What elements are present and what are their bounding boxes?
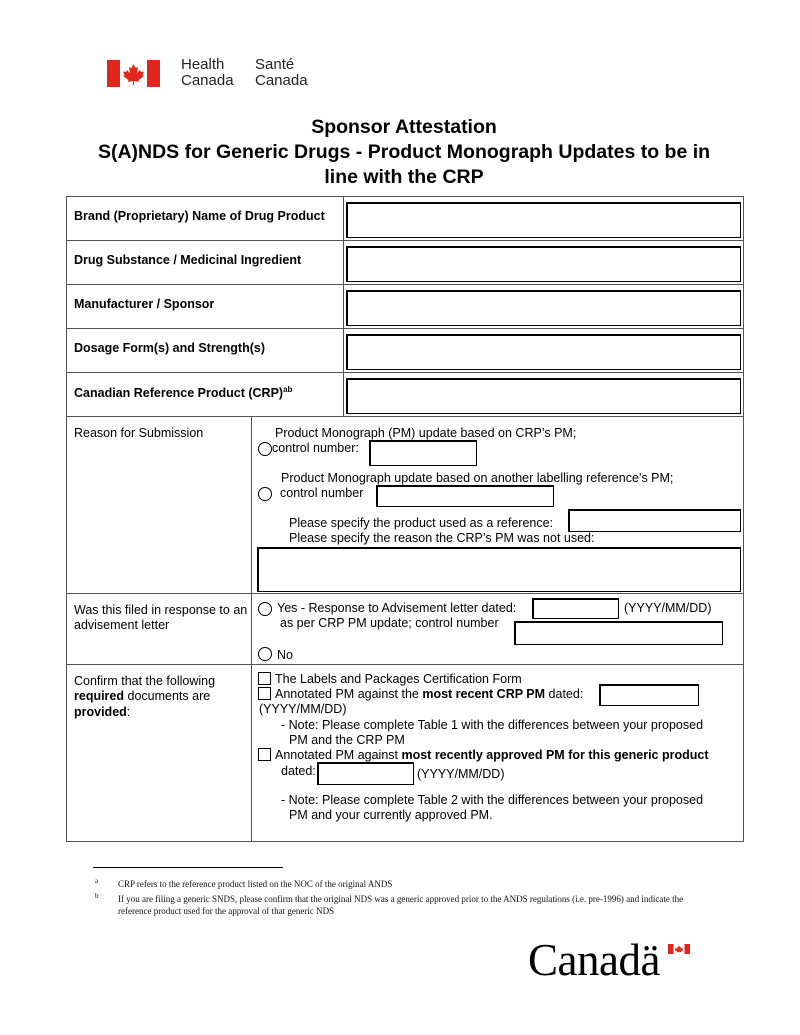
doc-annotated-generic-item: Annotated PM against most recently approved PM for this generic product	[258, 748, 709, 763]
table-row	[67, 373, 744, 417]
option-crp-pm-control-label: control number:	[272, 441, 359, 455]
submission-details-table	[66, 416, 744, 842]
crp-pm-date-input[interactable]	[599, 684, 699, 706]
manufacturer-label: Manufacturer / Sponsor	[67, 285, 344, 329]
drug-substance-label: Drug Substance / Medicinal Ingredient	[67, 241, 344, 285]
table-row	[67, 329, 744, 373]
crp-field[interactable]	[346, 378, 741, 414]
generic-pm-dated-label: dated:	[281, 764, 316, 778]
table-row	[67, 417, 744, 594]
department-name-en: Health Canada	[181, 56, 234, 89]
doc-annotated-generic-checkbox[interactable]	[258, 748, 271, 761]
doc-labels-packages-checkbox[interactable]	[258, 672, 271, 685]
option-other-pm-text: Product Monograph update based on another labelling reference’s PM;	[281, 471, 674, 485]
footnote-a: a CRP refers to the reference product listed on the NOC of the original ANDS	[95, 877, 393, 889]
table-row	[67, 241, 744, 285]
brand-name-label: Brand (Proprietary) Name of Drug Product	[67, 197, 344, 241]
generic-pm-date-format: (YYYY/MM/DD)	[417, 767, 505, 781]
radio-advisement-no[interactable]	[258, 647, 272, 661]
advisement-label: Was this filed in response to an advisement letter	[67, 594, 252, 665]
dosage-form-field[interactable]	[346, 334, 741, 370]
department-name-fr: Santé Canada	[255, 56, 308, 89]
canada-flag-icon	[107, 60, 160, 87]
reason-label: Reason for Submission	[67, 417, 252, 594]
reference-product-input[interactable]	[568, 509, 741, 532]
table-row	[67, 594, 744, 665]
page-title: Sponsor Attestation S(A)NDS for Generic Drugs - Product Monograph Updates to be in line with the CRP	[97, 116, 711, 188]
advisement-no-text: No	[277, 648, 293, 662]
footnote-b: b If you are filing a generic SNDS, please confirm that the original NDS was a generic approved prior to the ANDS regulations (i.e. pre-1996) and indicate the reference product used for the approval of that generic NDS	[95, 892, 684, 916]
table-row	[67, 285, 744, 329]
specify-product-label: Please specify the product used as a reference:	[289, 516, 554, 530]
crp-label: Canadian Reference Product (CRP)$^{ab}$	[67, 373, 344, 417]
note-table-1-line2: PM and the CRP PM	[289, 733, 405, 747]
reason-textarea[interactable]	[257, 547, 741, 592]
note-table-1-line1: - Note: Please complete Table 1 with the differences between your proposed	[281, 718, 704, 732]
generic-pm-date-input[interactable]	[317, 762, 414, 785]
product-info-table	[66, 196, 744, 417]
note-table-2-line1: - Note: Please complete Table 2 with the differences between your proposed	[281, 793, 704, 807]
footnote-divider	[93, 867, 283, 868]
crp-pm-date-format: (YYYY/MM/DD)	[259, 702, 347, 716]
specify-reason-label: Please specify the reason the CRP’s PM was not used:	[289, 531, 595, 545]
advisement-control-number-input[interactable]	[514, 621, 723, 645]
canada-wordmark: Canadä	[528, 935, 660, 985]
radio-crp-pm[interactable]	[258, 442, 272, 456]
dosage-form-label: Dosage Form(s) and Strength(s)	[67, 329, 344, 373]
radio-other-pm[interactable]	[258, 487, 272, 501]
doc-labels-packages-item: The Labels and Packages Certification Form	[258, 672, 522, 687]
option-other-pm-control-label: control number	[280, 486, 364, 500]
doc-annotated-crp-checkbox[interactable]	[258, 687, 271, 700]
crp-control-number-input[interactable]	[369, 440, 477, 466]
manufacturer-field[interactable]	[346, 290, 741, 326]
doc-annotated-crp-item: Annotated PM against the most recent CRP PM dated:	[258, 687, 583, 702]
radio-advisement-yes[interactable]	[258, 602, 272, 616]
advisement-yes-control-label: as per CRP PM update; control number	[280, 616, 499, 630]
advisement-date-input[interactable]	[532, 598, 619, 619]
table-row	[67, 665, 744, 842]
other-control-number-input[interactable]	[376, 485, 554, 507]
note-table-2-line2: PM and your currently approved PM.	[289, 808, 493, 822]
wordmark-flag-icon	[668, 944, 690, 954]
advisement-date-format: (YYYY/MM/DD)	[624, 601, 712, 615]
drug-substance-field[interactable]	[346, 246, 741, 282]
table-row	[67, 197, 744, 241]
brand-name-field[interactable]	[346, 202, 741, 238]
option-crp-pm-text: Product Monograph (PM) update based on CRP’s PM;	[275, 426, 577, 440]
advisement-yes-text: Yes - Response to Advisement letter dated:	[277, 601, 517, 615]
required-documents-label: Confirm that the following required documents are provided:	[67, 665, 252, 842]
